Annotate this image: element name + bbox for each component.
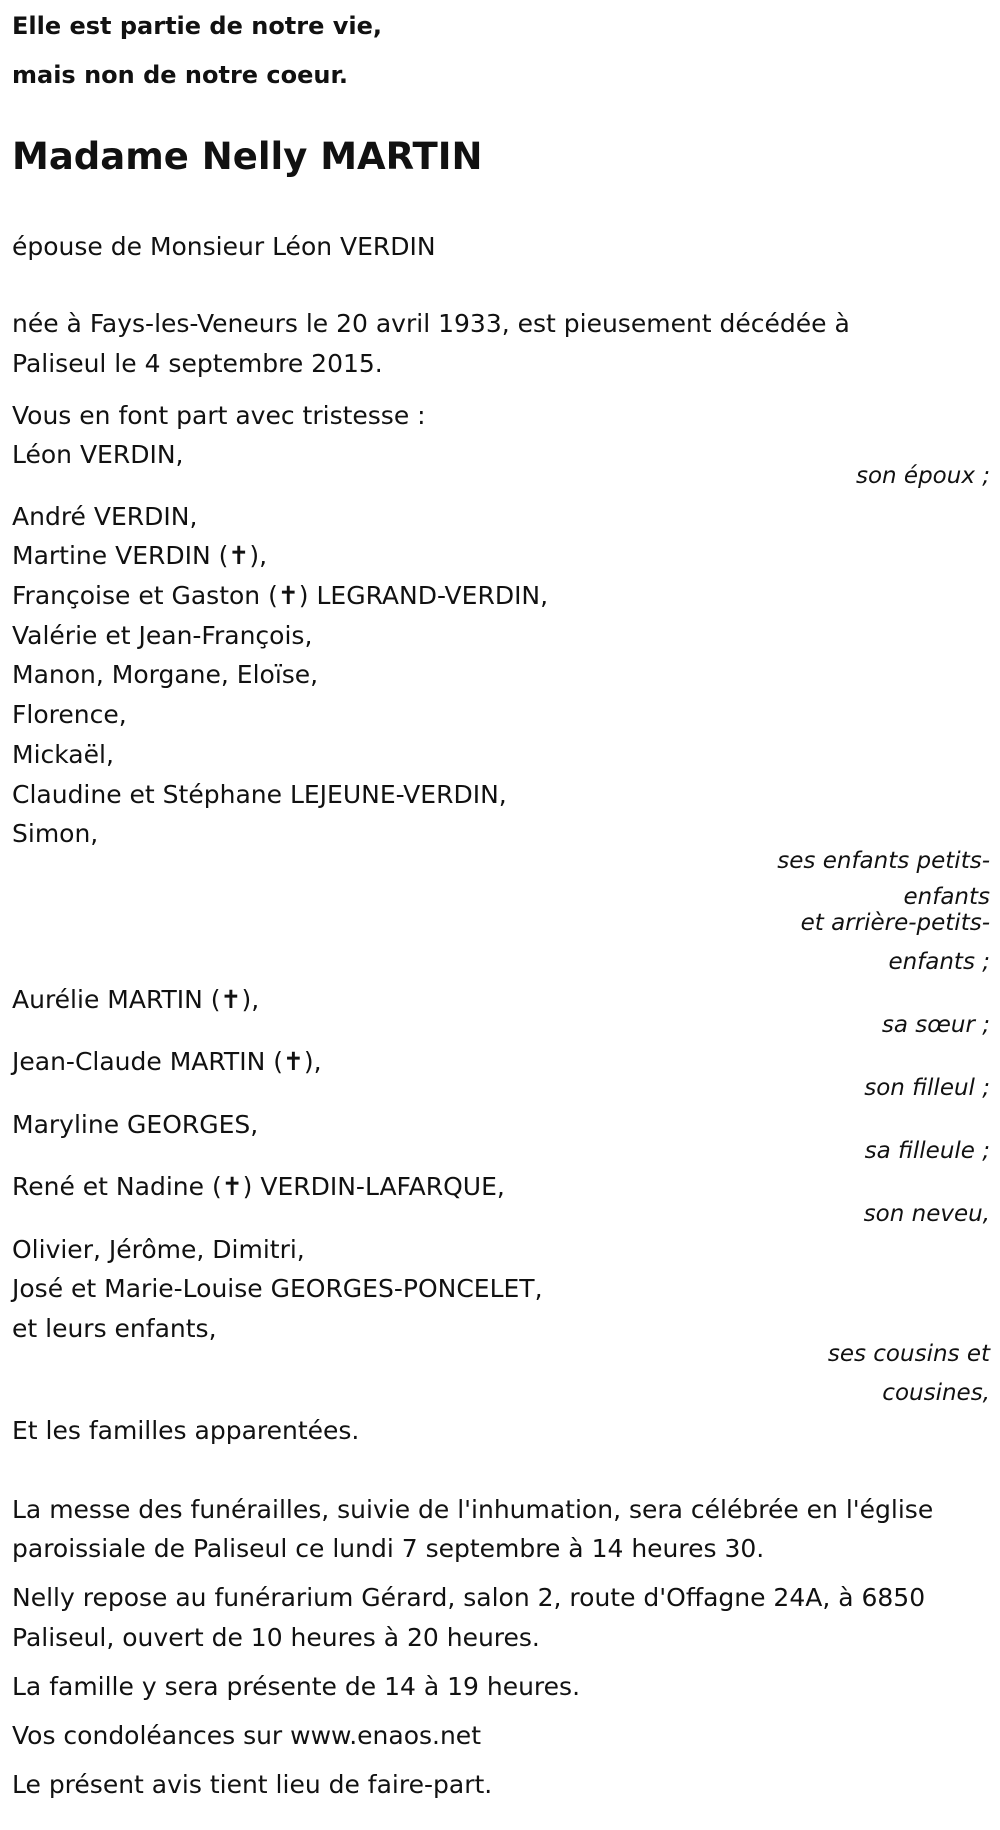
family-member-maryline: Maryline GEORGES, <box>12 1110 259 1139</box>
role-cousins-line-1: ses cousins et <box>827 1341 990 1367</box>
role-sister: sa sœur ; <box>881 1012 990 1038</box>
role-children-line-3: et arrière-petits- <box>800 910 990 936</box>
role-goddaughter: sa filleule ; <box>864 1138 990 1164</box>
role-godson: son filleul ; <box>864 1075 990 1101</box>
notice-line: Le présent avis tient lieu de faire-part. <box>12 1770 493 1799</box>
role-children-line-2: enfants <box>903 884 990 910</box>
announce-line: Vous en font part avec tristesse : <box>12 401 426 430</box>
child-line: Simon, <box>12 819 99 848</box>
funeral-line-1: La messe des funérailles, suivie de l'inhumation, sera célébrée en l'église <box>12 1495 934 1524</box>
cousin-line: et leurs enfants, <box>12 1314 217 1343</box>
cousin-line: Olivier, Jérôme, Dimitri, <box>12 1235 305 1264</box>
funeral-line-2: paroissiale de Paliseul ce lundi 7 septembre à 14 heures 30. <box>12 1534 765 1563</box>
presence-line: La famille y sera présente de 14 à 19 heures. <box>12 1672 581 1701</box>
role-spouse: son époux ; <box>855 463 990 489</box>
funerarium-line-1: Nelly repose au funérarium Gérard, salon 2, route d'Offagne 24A, à 6850 <box>12 1583 926 1612</box>
child-line: Claudine et Stéphane LEJEUNE-VERDIN, <box>12 780 507 809</box>
families-line: Et les familles apparentées. <box>12 1416 360 1445</box>
child-line: Manon, Morgane, Eloïse, <box>12 660 319 689</box>
deceased-name: Madame Nelly MARTIN <box>12 135 483 178</box>
child-line: André VERDIN, <box>12 502 198 531</box>
child-line: Florence, <box>12 700 127 729</box>
birth-death-line-2: Paliseul le 4 septembre 2015. <box>12 349 383 378</box>
cousin-line: José et Marie-Louise GEORGES-PONCELET, <box>12 1274 543 1303</box>
role-nephew: son neveu, <box>863 1201 990 1227</box>
role-cousins-line-2: cousines, <box>882 1380 990 1406</box>
child-line: Mickaël, <box>12 740 114 769</box>
family-member-rene: René et Nadine (✝) VERDIN-LAFARQUE, <box>12 1172 505 1201</box>
role-children-line-4: enfants ; <box>888 949 990 975</box>
family-member-aurelie: Aurélie MARTIN (✝), <box>12 985 260 1014</box>
motto-line-1: Elle est partie de notre vie, <box>12 12 383 40</box>
funerarium-line-2: Paliseul, ouvert de 10 heures à 20 heures. <box>12 1623 540 1652</box>
child-line: Françoise et Gaston (✝) LEGRAND-VERDIN, <box>12 581 549 610</box>
motto-line-2: mais non de notre coeur. <box>12 61 349 89</box>
condolences-line: Vos condoléances sur www.enaos.net <box>12 1721 481 1750</box>
family-member-jean-claude: Jean-Claude MARTIN (✝), <box>12 1047 322 1076</box>
family-member-leon: Léon VERDIN, <box>12 440 184 469</box>
birth-death-line-1: née à Fays-les-Veneurs le 20 avril 1933, est pieusement décédée à <box>12 309 850 338</box>
spouse-line: épouse de Monsieur Léon VERDIN <box>12 232 436 261</box>
child-line: Valérie et Jean-François, <box>12 621 313 650</box>
child-line: Martine VERDIN (✝), <box>12 541 268 570</box>
role-children-line-1: ses enfants petits- <box>777 848 990 874</box>
